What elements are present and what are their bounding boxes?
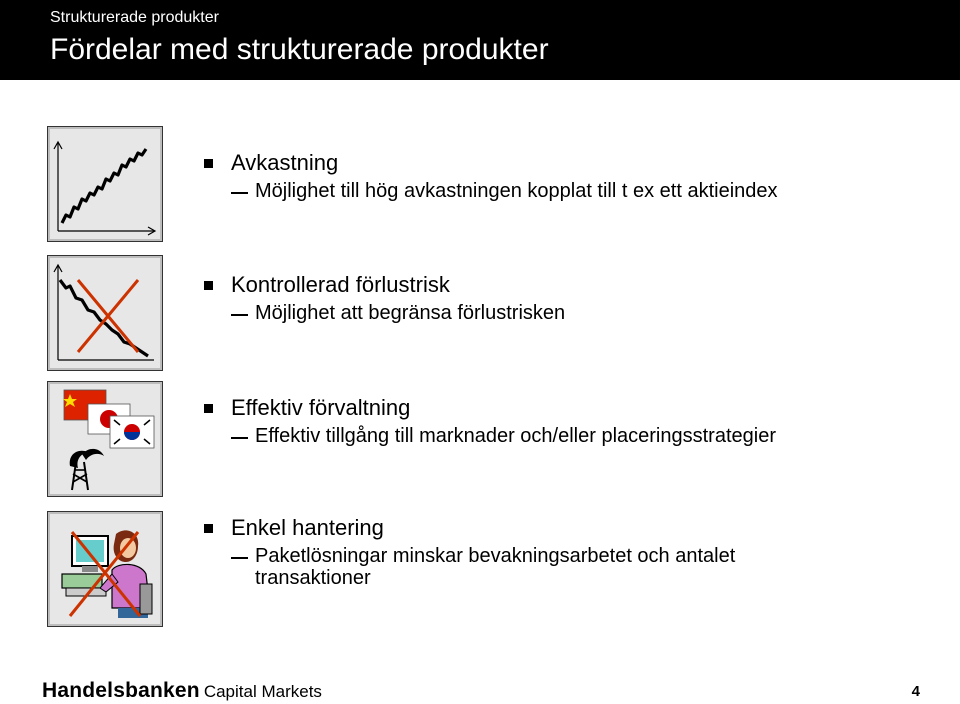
dash-bullet-icon — [231, 192, 248, 194]
header-bar — [0, 0, 960, 80]
bullet-detail-row — [204, 545, 804, 589]
benefit-item-forlustrisk — [204, 272, 924, 324]
flags-oil-derrick-icon — [47, 381, 163, 497]
bullet-heading: Kontrollerad förlustrisk — [231, 272, 450, 297]
bullet-detail: Möjlighet till hög avkastningen kopplat till t ex ett aktieindex — [255, 180, 778, 202]
bullet-detail: Effektiv tillgång till marknader och/eller placeringsstrategier — [255, 425, 776, 447]
page-number: 4 — [911, 683, 920, 700]
square-bullet-icon — [204, 404, 213, 413]
dash-bullet-icon — [231, 437, 248, 439]
bullet-heading-row — [204, 272, 924, 302]
benefit-item-hantering — [204, 515, 804, 589]
bullet-heading: Effektiv förvaltning — [231, 395, 411, 420]
brand-name: Handelsbanken — [42, 679, 200, 702]
bullet-heading-row — [204, 395, 924, 425]
benefit-item-forvaltning — [204, 395, 924, 447]
bullet-heading: Enkel hantering — [231, 515, 384, 540]
page-title: Fördelar med strukturerade produkter — [50, 33, 549, 66]
header-subtitle: Strukturerade produkter — [50, 9, 219, 26]
benefit-item-avkastning — [204, 150, 924, 202]
square-bullet-icon — [204, 159, 213, 168]
brand-logo — [42, 679, 322, 703]
bullet-detail-row — [204, 302, 924, 324]
dash-bullet-icon — [231, 557, 248, 559]
bullet-detail-row — [204, 425, 924, 447]
bullet-heading: Avkastning — [231, 150, 339, 175]
bullet-heading-row — [204, 515, 804, 545]
dash-bullet-icon — [231, 314, 248, 316]
bullet-detail: Möjlighet att begränsa förlustrisken — [255, 302, 566, 324]
bullet-heading-row — [204, 150, 924, 180]
bullet-detail: Paketlösningar minskar bevakningsarbetet och antalet transaktioner — [255, 545, 736, 589]
brand-subtitle: Capital Markets — [203, 682, 322, 701]
square-bullet-icon — [204, 524, 213, 533]
falling-chart-crossed-icon — [47, 255, 163, 371]
square-bullet-icon — [204, 281, 213, 290]
rising-chart-icon — [47, 126, 163, 242]
person-at-computer-crossed-icon — [47, 511, 163, 627]
bullet-detail-row — [204, 180, 924, 202]
